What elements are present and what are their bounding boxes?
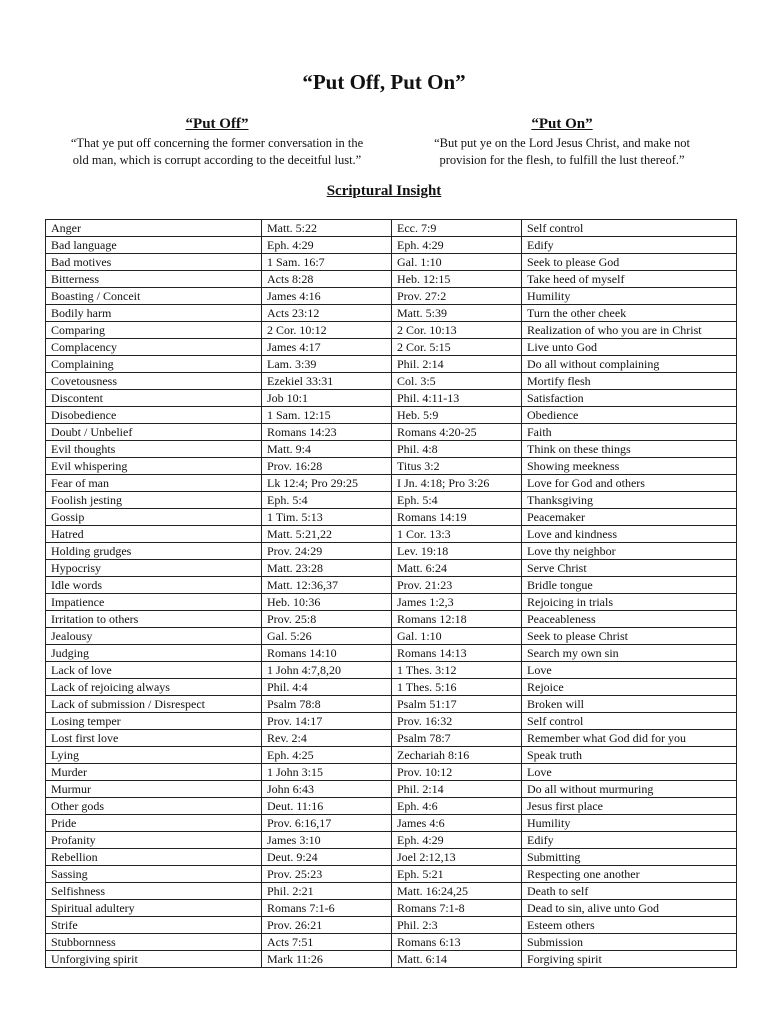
put-off-reference-cell: 1 Sam. 12:15: [262, 407, 392, 424]
put-off-reference-cell: Rev. 2:4: [262, 730, 392, 747]
put-on-reference-cell: James 1:2,3: [392, 594, 522, 611]
put-on-heading: “Put On”: [531, 116, 593, 132]
table-row: [46, 424, 737, 441]
put-on-virtue-cell: Jesus first place: [522, 798, 737, 815]
put-on-virtue-cell: Love for God and others: [522, 475, 737, 492]
put-on-virtue-cell: Peaceableness: [522, 611, 737, 628]
put-off-sin-cell: Bodily harm: [46, 305, 262, 322]
put-on-reference-cell: Eph. 4:6: [392, 798, 522, 815]
put-off-reference-cell: Matt. 9:4: [262, 441, 392, 458]
put-on-virtue-cell: Humility: [522, 815, 737, 832]
put-on-quote-line-2: provision for the flesh, to fulfill the lust thereof.”: [439, 153, 685, 167]
put-on-virtue-cell: Mortify flesh: [522, 373, 737, 390]
put-off-sin-cell: Lost first love: [46, 730, 262, 747]
put-off-reference-cell: Acts 23:12: [262, 305, 392, 322]
put-off-reference-cell: Prov. 6:16,17: [262, 815, 392, 832]
table-row: [46, 798, 737, 815]
put-on-reference-cell: Matt. 16:24,25: [392, 883, 522, 900]
put-off-reference-cell: Lk 12:4; Pro 29:25: [262, 475, 392, 492]
put-off-reference-cell: Heb. 10:36: [262, 594, 392, 611]
put-on-virtue-cell: Speak truth: [522, 747, 737, 764]
put-off-reference-cell: Mark 11:26: [262, 951, 392, 968]
put-off-sin-cell: Idle words: [46, 577, 262, 594]
table-row: [46, 475, 737, 492]
put-off-sin-cell: Lack of submission / Disrespect: [46, 696, 262, 713]
put-on-virtue-cell: Thanksgiving: [522, 492, 737, 509]
put-off-sin-cell: Judging: [46, 645, 262, 662]
put-off-reference-cell: Matt. 5:21,22: [262, 526, 392, 543]
put-on-virtue-cell: Think on these things: [522, 441, 737, 458]
put-on-reference-cell: Romans 14:19: [392, 509, 522, 526]
put-on-reference-cell: 2 Cor. 10:13: [392, 322, 522, 339]
put-on-reference-cell: Zechariah 8:16: [392, 747, 522, 764]
table-row: [46, 509, 737, 526]
table-row: [46, 594, 737, 611]
table-row: [46, 288, 737, 305]
put-off-sin-cell: Holding grudges: [46, 543, 262, 560]
table-row: [46, 526, 737, 543]
put-on-reference-cell: Phil. 2:14: [392, 781, 522, 798]
table-row: [46, 747, 737, 764]
put-off-reference-cell: Prov. 16:28: [262, 458, 392, 475]
table-row: [46, 322, 737, 339]
put-on-virtue-cell: Self control: [522, 713, 737, 730]
put-on-virtue-cell: Humility: [522, 288, 737, 305]
table-row: [46, 628, 737, 645]
put-off-reference-cell: 1 John 3:15: [262, 764, 392, 781]
put-on-reference-cell: Matt. 5:39: [392, 305, 522, 322]
put-off-reference-cell: Eph. 4:29: [262, 237, 392, 254]
put-off-reference-cell: Deut. 11:16: [262, 798, 392, 815]
put-off-reference-cell: Prov. 25:23: [262, 866, 392, 883]
put-off-sin-cell: Other gods: [46, 798, 262, 815]
table-row: [46, 696, 737, 713]
table-row: [46, 356, 737, 373]
put-off-reference-cell: Phil. 2:21: [262, 883, 392, 900]
table-row: [46, 543, 737, 560]
put-on-virtue-cell: Love: [522, 764, 737, 781]
put-off-sin-cell: Bad motives: [46, 254, 262, 271]
table-row: [46, 220, 737, 237]
table-row: [46, 577, 737, 594]
put-on-virtue-cell: Self control: [522, 220, 737, 237]
table-row: [46, 866, 737, 883]
table-row: [46, 764, 737, 781]
put-on-reference-cell: Phil. 4:11-13: [392, 390, 522, 407]
put-on-virtue-cell: Edify: [522, 237, 737, 254]
put-on-reference-cell: Romans 14:13: [392, 645, 522, 662]
put-off-reference-cell: Romans 7:1-6: [262, 900, 392, 917]
put-on-reference-cell: Eph. 5:21: [392, 866, 522, 883]
put-on-virtue-cell: Submission: [522, 934, 737, 951]
put-off-reference-cell: Matt. 23:28: [262, 560, 392, 577]
put-off-reference-cell: Eph. 4:25: [262, 747, 392, 764]
table-row: [46, 305, 737, 322]
table-row: [46, 373, 737, 390]
put-on-quote-line-1: “But put ye on the Lord Jesus Christ, and make not: [434, 136, 690, 150]
put-off-reference-cell: 2 Cor. 10:12: [262, 322, 392, 339]
put-off-sin-cell: Irritation to others: [46, 611, 262, 628]
put-on-virtue-cell: Dead to sin, alive unto God: [522, 900, 737, 917]
put-on-virtue-cell: Submitting: [522, 849, 737, 866]
put-off-reference-cell: 1 Tim. 5:13: [262, 509, 392, 526]
put-on-virtue-cell: Do all without murmuring: [522, 781, 737, 798]
put-on-reference-cell: Prov. 16:32: [392, 713, 522, 730]
put-on-virtue-cell: Obedience: [522, 407, 737, 424]
table-row: [46, 560, 737, 577]
put-off-sin-cell: Disobedience: [46, 407, 262, 424]
put-on-reference-cell: Heb. 5:9: [392, 407, 522, 424]
put-on-virtue-cell: Realization of who you are in Christ: [522, 322, 737, 339]
put-on-virtue-cell: Satisfaction: [522, 390, 737, 407]
put-on-virtue-cell: Death to self: [522, 883, 737, 900]
put-on-virtue-cell: Broken will: [522, 696, 737, 713]
put-on-reference-cell: Eph. 4:29: [392, 832, 522, 849]
put-on-reference-cell: Prov. 27:2: [392, 288, 522, 305]
put-on-reference-cell: Prov. 10:12: [392, 764, 522, 781]
put-on-virtue-cell: Love: [522, 662, 737, 679]
put-off-reference-cell: Prov. 14:17: [262, 713, 392, 730]
put-off-sin-cell: Stubbornness: [46, 934, 262, 951]
table-row: [46, 883, 737, 900]
put-on-reference-cell: Ecc. 7:9: [392, 220, 522, 237]
put-off-sin-cell: Bitterness: [46, 271, 262, 288]
put-off-sin-cell: Hypocrisy: [46, 560, 262, 577]
put-off-reference-cell: Job 10:1: [262, 390, 392, 407]
table-row: [46, 271, 737, 288]
page-title: “Put Off, Put On”: [302, 70, 466, 94]
put-off-sin-cell: Covetousness: [46, 373, 262, 390]
put-off-reference-cell: James 4:17: [262, 339, 392, 356]
put-off-reference-cell: Psalm 78:8: [262, 696, 392, 713]
put-on-virtue-cell: Bridle tongue: [522, 577, 737, 594]
put-off-sin-cell: Boasting / Conceit: [46, 288, 262, 305]
put-off-reference-cell: James 3:10: [262, 832, 392, 849]
put-on-reference-cell: James 4:6: [392, 815, 522, 832]
put-on-virtue-cell: Turn the other cheek: [522, 305, 737, 322]
put-off-sin-cell: Gossip: [46, 509, 262, 526]
table-row: [46, 815, 737, 832]
put-off-quote-line-2: old man, which is corrupt according to the deceitful lust.”: [72, 153, 362, 167]
scripture-table: [45, 219, 737, 968]
table-row: [46, 492, 737, 509]
put-off-sin-cell: Lying: [46, 747, 262, 764]
put-off-sin-cell: Evil whispering: [46, 458, 262, 475]
put-on-reference-cell: Psalm 51:17: [392, 696, 522, 713]
put-off-sin-cell: Lack of rejoicing always: [46, 679, 262, 696]
put-off-sin-cell: Comparing: [46, 322, 262, 339]
put-on-reference-cell: Romans 12:18: [392, 611, 522, 628]
put-on-reference-cell: Lev. 19:18: [392, 543, 522, 560]
put-off-reference-cell: Gal. 5:26: [262, 628, 392, 645]
put-off-sin-cell: Complaining: [46, 356, 262, 373]
put-on-reference-cell: Phil. 2:3: [392, 917, 522, 934]
put-off-reference-cell: Romans 14:23: [262, 424, 392, 441]
put-off-reference-cell: Acts 7:51: [262, 934, 392, 951]
put-off-sin-cell: Impatience: [46, 594, 262, 611]
table-row: [46, 645, 737, 662]
put-on-virtue-cell: Seek to please God: [522, 254, 737, 271]
put-on-virtue-cell: Remember what God did for you: [522, 730, 737, 747]
put-off-sin-cell: Murder: [46, 764, 262, 781]
put-on-reference-cell: 1 Cor. 13:3: [392, 526, 522, 543]
put-on-reference-cell: Matt. 6:24: [392, 560, 522, 577]
put-on-reference-cell: Psalm 78:7: [392, 730, 522, 747]
put-off-sin-cell: Lack of love: [46, 662, 262, 679]
put-on-virtue-cell: Edify: [522, 832, 737, 849]
put-on-reference-cell: Romans 4:20-25: [392, 424, 522, 441]
put-off-reference-cell: Matt. 12:36,37: [262, 577, 392, 594]
put-off-sin-cell: Fear of man: [46, 475, 262, 492]
put-off-sin-cell: Sassing: [46, 866, 262, 883]
put-on-reference-cell: Joel 2:12,13: [392, 849, 522, 866]
table-row: [46, 662, 737, 679]
put-off-heading: “Put Off”: [185, 116, 249, 132]
put-off-sin-cell: Hatred: [46, 526, 262, 543]
put-on-reference-cell: 1 Thes. 3:12: [392, 662, 522, 679]
put-off-reference-cell: Lam. 3:39: [262, 356, 392, 373]
put-off-reference-cell: Acts 8:28: [262, 271, 392, 288]
put-on-virtue-cell: Respecting one another: [522, 866, 737, 883]
put-off-section: [47, 116, 387, 169]
put-on-virtue-cell: Live unto God: [522, 339, 737, 356]
put-off-reference-cell: John 6:43: [262, 781, 392, 798]
table-row: [46, 781, 737, 798]
put-off-reference-cell: Prov. 25:8: [262, 611, 392, 628]
table-row: [46, 254, 737, 271]
put-off-reference-cell: Deut. 9:24: [262, 849, 392, 866]
put-off-sin-cell: Evil thoughts: [46, 441, 262, 458]
put-off-sin-cell: Bad language: [46, 237, 262, 254]
put-on-virtue-cell: Love thy neighbor: [522, 543, 737, 560]
put-off-reference-cell: Phil. 4:4: [262, 679, 392, 696]
table-row: [46, 713, 737, 730]
put-off-quote-line-1: “That ye put off concerning the former conversation in the: [70, 136, 364, 150]
table-row: [46, 917, 737, 934]
put-off-sin-cell: Complacency: [46, 339, 262, 356]
table-row: [46, 730, 737, 747]
put-off-sin-cell: Rebellion: [46, 849, 262, 866]
put-on-reference-cell: Phil. 2:14: [392, 356, 522, 373]
put-on-reference-cell: Titus 3:2: [392, 458, 522, 475]
put-on-virtue-cell: Search my own sin: [522, 645, 737, 662]
put-on-virtue-cell: Faith: [522, 424, 737, 441]
put-on-virtue-cell: Rejoicing in trials: [522, 594, 737, 611]
table-row: [46, 390, 737, 407]
put-on-virtue-cell: Esteem others: [522, 917, 737, 934]
put-off-reference-cell: Romans 14:10: [262, 645, 392, 662]
put-on-virtue-cell: Take heed of myself: [522, 271, 737, 288]
put-on-section: [392, 116, 732, 169]
put-off-reference-cell: Ezekiel 33:31: [262, 373, 392, 390]
scriptural-insight-heading: Scriptural Insight: [326, 183, 442, 199]
put-on-reference-cell: 2 Cor. 5:15: [392, 339, 522, 356]
put-off-reference-cell: James 4:16: [262, 288, 392, 305]
put-off-sin-cell: Doubt / Unbelief: [46, 424, 262, 441]
put-off-reference-cell: Prov. 24:29: [262, 543, 392, 560]
put-off-sin-cell: Discontent: [46, 390, 262, 407]
put-off-reference-cell: Prov. 26:21: [262, 917, 392, 934]
table-row: [46, 339, 737, 356]
put-on-reference-cell: Eph. 5:4: [392, 492, 522, 509]
put-on-reference-cell: Romans 7:1-8: [392, 900, 522, 917]
put-off-reference-cell: 1 Sam. 16:7: [262, 254, 392, 271]
put-off-sin-cell: Strife: [46, 917, 262, 934]
put-off-sin-cell: Profanity: [46, 832, 262, 849]
put-on-reference-cell: Eph. 4:29: [392, 237, 522, 254]
table-row: [46, 441, 737, 458]
table-row: [46, 934, 737, 951]
table-row: [46, 900, 737, 917]
put-on-reference-cell: Phil. 4:8: [392, 441, 522, 458]
put-off-reference-cell: Eph. 5:4: [262, 492, 392, 509]
put-off-sin-cell: Jealousy: [46, 628, 262, 645]
put-on-reference-cell: Gal. 1:10: [392, 254, 522, 271]
put-on-reference-cell: I Jn. 4:18; Pro 3:26: [392, 475, 522, 492]
table-row: [46, 679, 737, 696]
put-on-reference-cell: Romans 6:13: [392, 934, 522, 951]
table-row: [46, 849, 737, 866]
scripture-table-body: [46, 220, 737, 968]
put-off-sin-cell: Losing temper: [46, 713, 262, 730]
table-row: [46, 237, 737, 254]
put-off-sin-cell: Anger: [46, 220, 262, 237]
put-off-sin-cell: Foolish jesting: [46, 492, 262, 509]
put-off-sin-cell: Pride: [46, 815, 262, 832]
put-on-virtue-cell: Serve Christ: [522, 560, 737, 577]
put-on-virtue-cell: Love and kindness: [522, 526, 737, 543]
put-off-reference-cell: Matt. 5:22: [262, 220, 392, 237]
put-on-reference-cell: Matt. 6:14: [392, 951, 522, 968]
put-on-reference-cell: Gal. 1:10: [392, 628, 522, 645]
table-row: [46, 407, 737, 424]
put-off-sin-cell: Unforgiving spirit: [46, 951, 262, 968]
put-off-sin-cell: Selfishness: [46, 883, 262, 900]
put-on-virtue-cell: Do all without complaining: [522, 356, 737, 373]
put-on-virtue-cell: Peacemaker: [522, 509, 737, 526]
put-on-virtue-cell: Rejoice: [522, 679, 737, 696]
put-off-sin-cell: Spiritual adultery: [46, 900, 262, 917]
put-on-reference-cell: Col. 3:5: [392, 373, 522, 390]
put-on-reference-cell: Prov. 21:23: [392, 577, 522, 594]
table-row: [46, 832, 737, 849]
table-row: [46, 611, 737, 628]
put-off-sin-cell: Murmur: [46, 781, 262, 798]
put-off-reference-cell: 1 John 4:7,8,20: [262, 662, 392, 679]
put-on-reference-cell: Heb. 12:15: [392, 271, 522, 288]
put-on-reference-cell: 1 Thes. 5:16: [392, 679, 522, 696]
put-on-virtue-cell: Forgiving spirit: [522, 951, 737, 968]
put-on-virtue-cell: Seek to please Christ: [522, 628, 737, 645]
table-row: [46, 458, 737, 475]
table-row: [46, 951, 737, 968]
put-on-virtue-cell: Showing meekness: [522, 458, 737, 475]
